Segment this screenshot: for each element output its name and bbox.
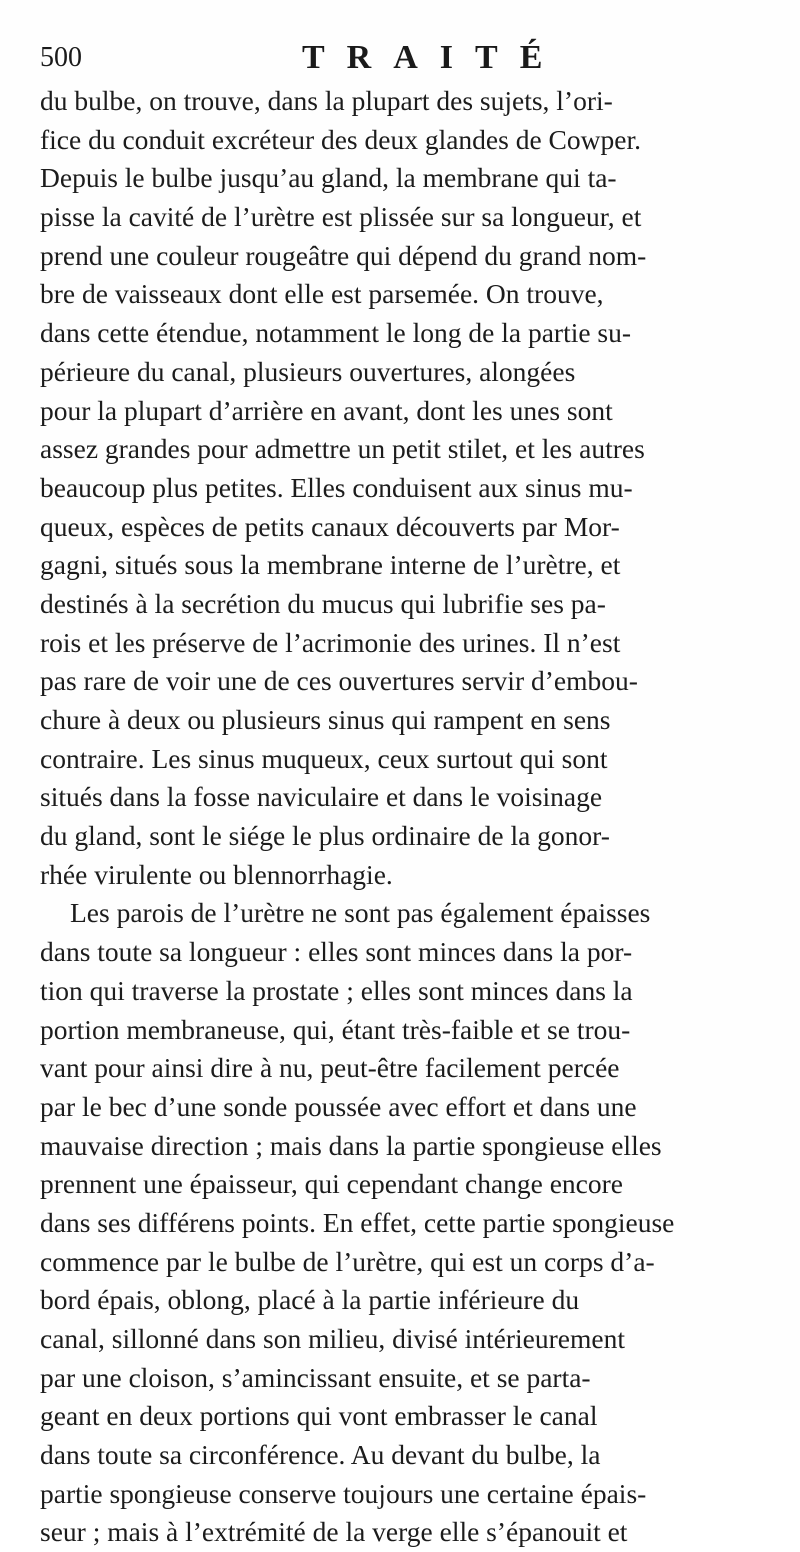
text-line: dans toute sa circonférence. Au devant du bulbe, la (40, 1439, 601, 1471)
text-line: bre de vaisseaux dont elle est parsemée. On trouve, (40, 278, 604, 310)
text-line: dans toute sa longueur : elles sont minces dans la por- (40, 936, 633, 968)
text-line: seur ; mais à l’extrémité de la verge elle s’épanouit et (40, 1516, 628, 1548)
text-line: dans ses différens points. En effet, cette partie spongieuse (40, 1206, 675, 1238)
text-line: chure à deux ou plusieurs sinus qui rampent en sens (40, 704, 611, 735)
text-line: commence par le bulbe de l’urètre, qui est un corps d’a- (40, 1245, 655, 1277)
body-text (40, 82, 770, 1552)
text-line: portion membraneuse, qui, étant très-faible et se trou- (40, 1013, 631, 1045)
text-line: pisse la cavité de l’urètre est plissée sur sa longueur, et (40, 201, 642, 233)
text-line: geant en deux portions qui vont embrasser le canal (40, 1400, 598, 1432)
text-line: mauvaise direction ; mais dans la partie spongieuse elles (40, 1129, 662, 1161)
running-head (40, 39, 760, 82)
text-line: Depuis le bulbe jusqu’au gland, la membrane qui ta- (40, 162, 617, 194)
text-line: périeure du canal, plusieurs ouvertures, alongées (40, 355, 576, 387)
paragraph-start-line: Les parois de l’urètre ne sont pas également épaisses (70, 897, 651, 929)
text-line: pour la plupart d’arrière en avant, dont les unes sont (40, 394, 613, 426)
text-line: partie spongieuse conserve toujours une certaine épais- (40, 1477, 647, 1509)
text-line: rhée virulente ou blennorrhagie. (40, 858, 393, 890)
text-line: beaucoup plus petites. Elles conduisent aux sinus mu- (40, 471, 633, 503)
page-number: 500 (40, 42, 82, 73)
text-line: par le bec d’une sonde poussée avec effort et dans une (40, 1090, 637, 1122)
text-line: rois et les préserve de l’acrimonie des urines. Il n’est (40, 626, 621, 658)
text-line: prend une couleur rougeâtre qui dépend du grand nom- (40, 239, 647, 271)
text-line: queux, espèces de petits canaux découverts par Mor- (40, 510, 620, 542)
text-line: pas rare de voir une de ces ouvertures servir d’embou- (40, 665, 638, 697)
running-title: TRAITÉ (302, 39, 565, 76)
text-line: contraire. Les sinus muqueux, ceux surtout qui sont (40, 742, 608, 774)
text-line: bord épais, oblong, placé à la partie inférieure du (40, 1284, 580, 1316)
text-line: du bulbe, on trouve, dans la plupart des sujets, l’ori- (40, 85, 613, 116)
text-line: tion qui traverse la prostate ; elles sont minces dans la (40, 974, 633, 1006)
text-line: vant pour ainsi dire à nu, peut-être facilement percée (40, 1052, 620, 1084)
text-line: destinés à la secrétion du mucus qui lubrifie ses pa- (40, 587, 606, 619)
text-line: canal, sillonné dans son milieu, divisé intérieurement (40, 1323, 625, 1354)
text-line: assez grandes pour admettre un petit stilet, et les autres (40, 433, 645, 465)
text-line: situés dans la fosse naviculaire et dans le voisinage (40, 781, 603, 813)
text-line: gagni, situés sous la membrane interne de l’urètre, et (40, 549, 621, 581)
text-line: dans cette étendue, notamment le long de la partie su- (40, 317, 632, 349)
text-line: fice du conduit excréteur des deux glandes de Cowper. (40, 123, 641, 155)
text-line: du gland, sont le siége le plus ordinaire de la gonor- (40, 820, 610, 852)
text-line: prennent une épaisseur, qui cependant change encore (40, 1168, 624, 1200)
text-line: par une cloison, s’amincissant ensuite, et se parta- (40, 1361, 591, 1393)
